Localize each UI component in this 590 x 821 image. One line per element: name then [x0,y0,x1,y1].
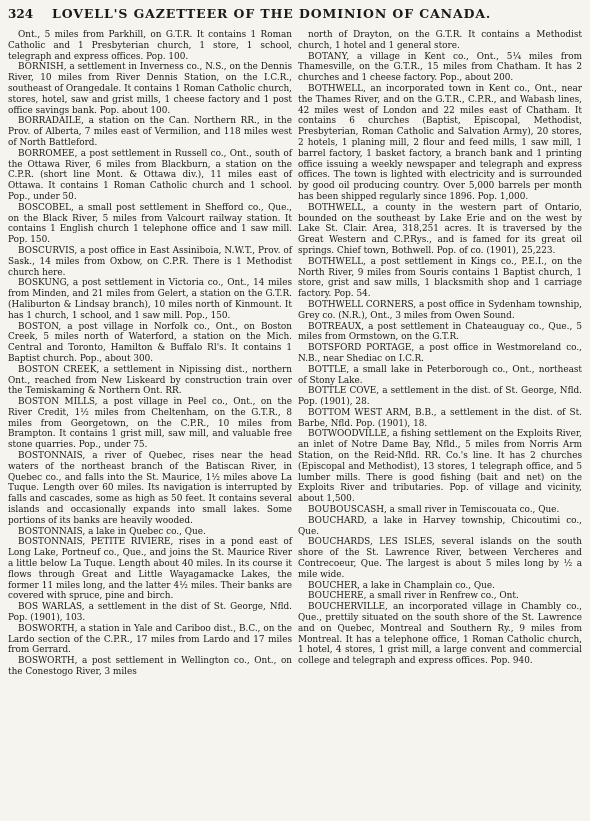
gazetteer-entry: north of Drayton, on the G.T.R. It contains a Methodist church, 1 hotel and 1 general store. [298,30,582,51]
gazetteer-entry: BOUCHERVILLE, an incorporated village in Chambly co., Que., prettily situated on the south shore of the St. Lawrence and on Quebec, Montreal and Southern Ry., 9 miles from Montreal. It has a telephone office, 1 Roman Catholic church, 1 hotel, 4 stores, 1 grist mill, a large convent and commercial college and telegraph and express offices. Pop. 940. [298,602,582,667]
gazetteer-entry: BOSTON CREEK, a settlement in Nipissing dist., northern Ont., reached from New Liskeard by construction train over the Temiskaming & Northern Ont. RR. [8,364,292,397]
text-columns [8,30,582,678]
gazetteer-entry: BOUCHER, a lake in Champlain co., Que. [308,580,495,591]
gazetteer-entry: BOTREAUX, a post settlement in Chateauguay co., Que., 5 miles from Ormstown, on the G.T.R. [298,321,582,343]
gazetteer-entry: BOTTOM WEST ARM, B.B., a settlement in the dist. of St. Barbe, Nfld. Pop. (1901), 18. [298,407,582,429]
gazetteer-entry: BOSWORTH, a post settlement in Wellington co., Ont., on the Conestogo River, 3 miles [8,656,292,678]
gazetteer-entry: BOSWORTH, a station in Yale and Cariboo dist., B.C., on the Lardo section of the C.P.R., 17 miles from Lardo and 17 miles from Gerrard. [8,623,292,656]
gazetteer-entry: BOTTLE COVE, a settlement in the dist. of St. George, Nfld. Pop. (1901), 28. [298,386,582,408]
gazetteer-entry: BOTSFORD PORTAGE, a post office in Westmoreland co., N.B., near Shediac on I.C.R. [298,343,582,364]
gazetteer-entry: Ont., 5 miles from Parkhill, on G.T.R. It contains 1 Roman Catholic and 1 Presbyterian church, 1 store, 1 school, telegraph and express offices. Pop. 100. [8,30,292,62]
gazetteer-entry: BOSTONNAIS, a river of Quebec, rises near the head waters of the northeast branch of the Batiscan River, in Quebec co., and falls into the St. Maurice, 1½ miles above La Tuque. Length over 60 miles. Its navigation is interrupted by falls and cascades, some as high as 50 feet. It contains several islands and occasionally expands into small lakes. Some portions of its banks are heavily wooded. [8,451,292,526]
gazetteer-entry: BORNISH, a settlement in Inverness co., N.S., on the Dennis River, 10 miles from River Dennis Station, on the I.C.R., southeast of Orangedale. It contains 1 Roman Catholic church, stores, hotel, saw and grist mills, 1 cheese factory and 1 post office savings bank. Pop. about 100. [8,62,292,116]
left-column [8,30,292,678]
gazetteer-entry: BOSCOBEL, a small post settlement in Shefford co., Que., on the Black River, 5 miles from Valcourt railway station. It contains 1 English church 1 telephone office and 1 saw mill. Pop. 150. [8,202,292,246]
page-number: 324 [8,7,34,21]
gazetteer-entry: BOTHWELL, a county in the western part of Ontario, bounded on the southeast by Lake Erie and on the west by Lake St. Clair. Area, 318,251 acres. It is traversed by the Great Western and C.P.Rys., and is famed for its great oil springs. Chief town, Bothwell. Pop. of co. (1901), 25,223. [298,202,582,256]
gazetteer-entry: BOS WARLAS, a settlement in the dist of St. George, Nfld. Pop. (1901), 103. [8,602,292,624]
gazetteer-entry: BOTHWELL CORNERS, a post office in Sydenham township, Grey co. (N.R.), Ont., 3 miles from Owen Sound. [298,299,582,321]
page-header [8,6,582,28]
gazetteer-entry: BOSTON MILLS, a post village in Peel co., Ont., on the River Credit, 1½ miles from Cheltenham, on the G.T.R., 8 miles from Georgetown, on the C.P.R., 10 miles from Brampton. It contains 1 grist mill, saw mill, and valuable free stone quarries. Pop., under 75. [8,397,292,451]
gazetteer-entry: BORROMEE, a post settlement in Russell co., Ont., south of the Ottawa River, 6 miles from Blackburn, a station on the C.P.R. (short line Mont. & Ottawa div.), 11 miles east of Ottawa. It contains 1 Roman Catholic church and 1 school. Pop., under 50. [8,148,292,202]
gazetteer-entry: BORRADAILE, a station on the Can. Northern RR., in the Prov. of Alberta, 7 miles east of Vermilion, and 118 miles west of North Battleford. [8,116,292,148]
gazetteer-entry: BOTWOODVILLE, a fishing settlement on the Exploits River, an inlet of Notre Dame Bay, Nfld., 5 miles from Norris Arm Station, on the Reid-Nfld. RR. Co.'s line. It has 2 churches (Episcopal and Methodist), 13 stores, 1 telegraph office, and 5 lumber mills. There is good fishing (bait and net) on the Exploits River and tributaries. Pop. of village and vicinity, about 1,500. [298,429,582,505]
gazetteer-entry: BOTTLE, a small lake in Peterborough co., Ont., northeast of Stony Lake. [298,364,582,386]
running-title: LOVELL'S GAZETTEER OF THE DOMINION OF CANADA. [52,6,492,21]
gazetteer-entry: BOSKUNG, a post settlement in Victoria co., Ont., 14 miles from Minden, and 21 miles from Gelert, a station on the G.T.R. (Haliburton & Lindsay branch), 10 miles north of Kinmount. It has 1 church, 1 school, and 1 saw mill. Pop., 150. [8,278,292,321]
gazetteer-entry: BOTHWELL, an incorporated town in Kent co., Ont., near the Thames River, and on the G.T.R., C.P.R., and Wabash lines, 42 miles west of London and 22 miles east of Chatham. It contains 6 churches (Baptist, Episcopal, Methodist, Presbyterian, Roman Catholic and Salvation Army), 20 stores, 2 hotels, 1 planing mill, 2 flour and feed mills, 1 saw mill, 1 barrel factory, 1 basket factory, a branch bank and 1 printing office issuing a weekly newspaper and telegraph and express offices. The town is lighted with electricity and is surrounded by good oil producing country. Over 5,000 barrels per month has been shipped regularly since 1896. Pop. 1,000. [298,83,582,202]
gazetteer-entry: BOSTON, a post village in Norfolk co., Ont., on Boston Creek, 5 miles north of Waterford, a station on the Mich. Central and Toronto, Hamilton & Buffalo Rl's. It contains 1 Baptist church. Pop., about 300. [8,321,292,364]
gazetteer-entry: BOSTONNAIS, a lake in Quebec co., Que. [18,526,206,537]
gazetteer-entry: BOUCHARD, a lake in Harvey township, Chicoutimi co., Que. [298,515,582,537]
gazetteer-entry: BOUCHERE, a small river in Renfrew co., Ont. [308,591,519,602]
gazetteer-entry: BOTANY, a village in Kent co., Ont., 5¼ miles from Thamesville, on the G.T.R., 15 miles from Chatham. It has 2 churches and 1 cheese factory. Pop., about 200. [298,51,582,84]
gazetteer-entry: BOUBOUSCASH, a small river in Temiscouata co., Que. [308,505,560,516]
gazetteer-entry: BOSCURVIS, a post office in East Assiniboia, N.W.T., Prov. of Sask., 14 miles from Oxbow, on C.P.R. There is 1 Methodist church here. [8,245,292,278]
right-column [298,30,582,678]
gazetteer-entry: BOUCHARDS, LES ISLES, several islands on the south shore of the St. Lawrence River, between Vercheres and Contrecoeur, Que. The largest is about 5 miles long by ½ a mile wide. [298,537,582,580]
gazetteer-entry: BOSTONNAIS, PETITE RIVIERE, rises in a pond east of Long Lake, Portneuf co., Que., and joins the St. Maurice River a little below La Tuque. Length about 40 miles. In its course it flows through Great and Little Wayagamacke Lakes, the former 11 miles long, and the latter 4½ miles. Their banks are covered with spruce, pine and birch. [8,537,292,602]
gazetteer-entry: BOTHWELL, a post settlement in Kings co., P.E.I., on the North River, 9 miles from Souris contains 1 Baptist church, 1 store, grist and saw mills, 1 blacksmith shop and 1 carriage factory. Pop. 54. [298,256,582,300]
